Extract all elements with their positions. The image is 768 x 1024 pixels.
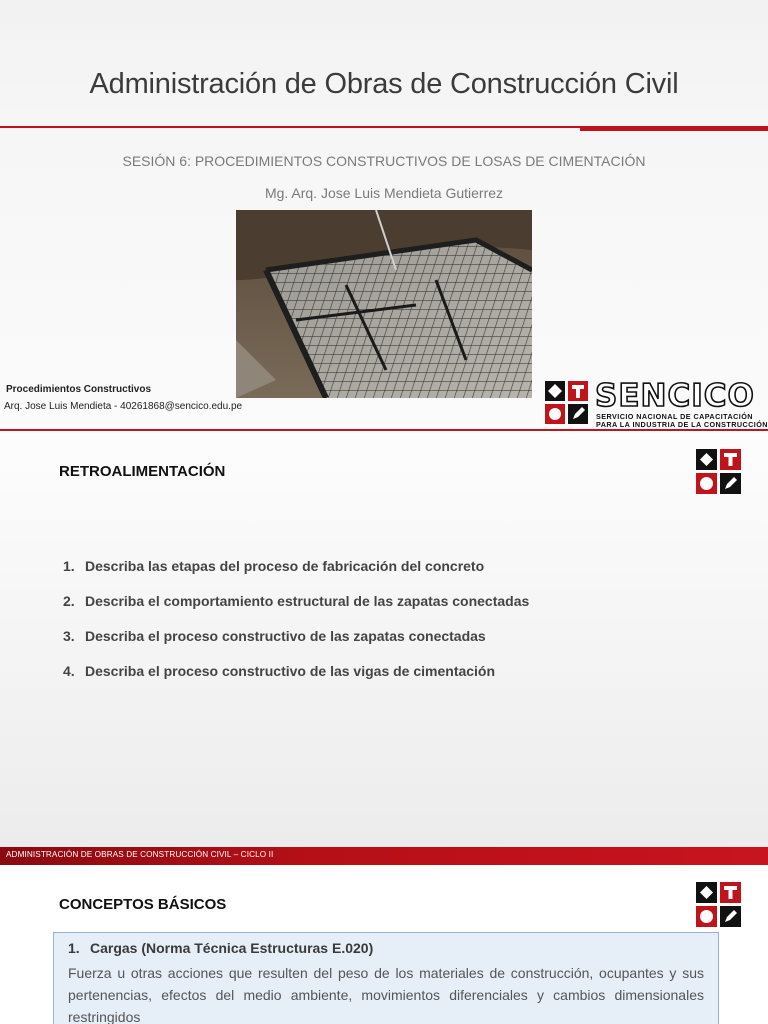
list-item: 2. Describa el comportamiento estructural de las zapatas conectadas [63,593,530,609]
list-item: 1. Describa las etapas del proceso de fabricación del concreto [63,558,485,574]
definition-title: 1. Cargas (Norma Técnica Estructuras E.020) [68,940,374,956]
definition-box [53,932,719,1024]
logo-tagline-2: PARA LA INDUSTRIA DE LA CONSTRUCCIÓN [596,420,768,429]
logo-tile-red-icon [568,381,588,401]
logo-wordmark: SENCICO [595,378,755,414]
logo-tile-pencil-icon [568,404,588,424]
slide-heading: CONCEPTOS BÁSICOS [59,896,227,913]
sencico-mini-logo [696,882,742,928]
concepts-slide [0,865,768,1024]
footer-course-title: Procedimientos Constructivos [6,384,152,395]
author-name: Mg. Arq. Jose Luis Mendieta Gutierrez [264,185,504,201]
logo-tile-circle-icon [545,404,565,424]
course-footer-bar [0,847,768,865]
session-subtitle: SESIÓN 6: PROCEDIMIENTOS CONSTRUCTIVOS DE LOSAS DE CIMENTACIÓN [122,153,646,169]
definition-body: Fuerza u otras acciones que resulten del peso de los materiales de construcción, ocupantes y sus pertenencias, efectos del medio ambiente, movimientos diferenciales y cambios dimensionales restringidos [68,965,704,1024]
slide-separator [0,429,768,431]
slide-heading: RETROALIMENTACIÓN [59,463,226,480]
sencico-logo [545,378,768,429]
feedback-question-list [63,558,529,698]
logo-tile-black-icon [545,381,565,401]
footer-contact: Arq. Jose Luis Mendieta - 40261868@sencico.edu.pe [4,401,243,412]
feedback-slide [0,432,768,847]
sencico-mini-logo [696,449,742,495]
foundation-slab-photo [236,210,532,398]
logo-tagline-1: SERVICIO NACIONAL DE CAPACITACIÓN [596,412,753,421]
list-item: 3. Describa el proceso constructivo de las zapatas conectadas [63,628,486,644]
course-footer-text: ADMINISTRACIÓN DE OBRAS DE CONSTRUCCIÓN CIVIL – CICLO II [6,850,274,859]
presentation-title: Administración de Obras de Construcción Civil [89,68,679,100]
title-slide [0,0,768,430]
list-item: 4. Describa el proceso constructivo de las vigas de cimentación [63,663,496,679]
title-divider-accent [580,126,768,131]
